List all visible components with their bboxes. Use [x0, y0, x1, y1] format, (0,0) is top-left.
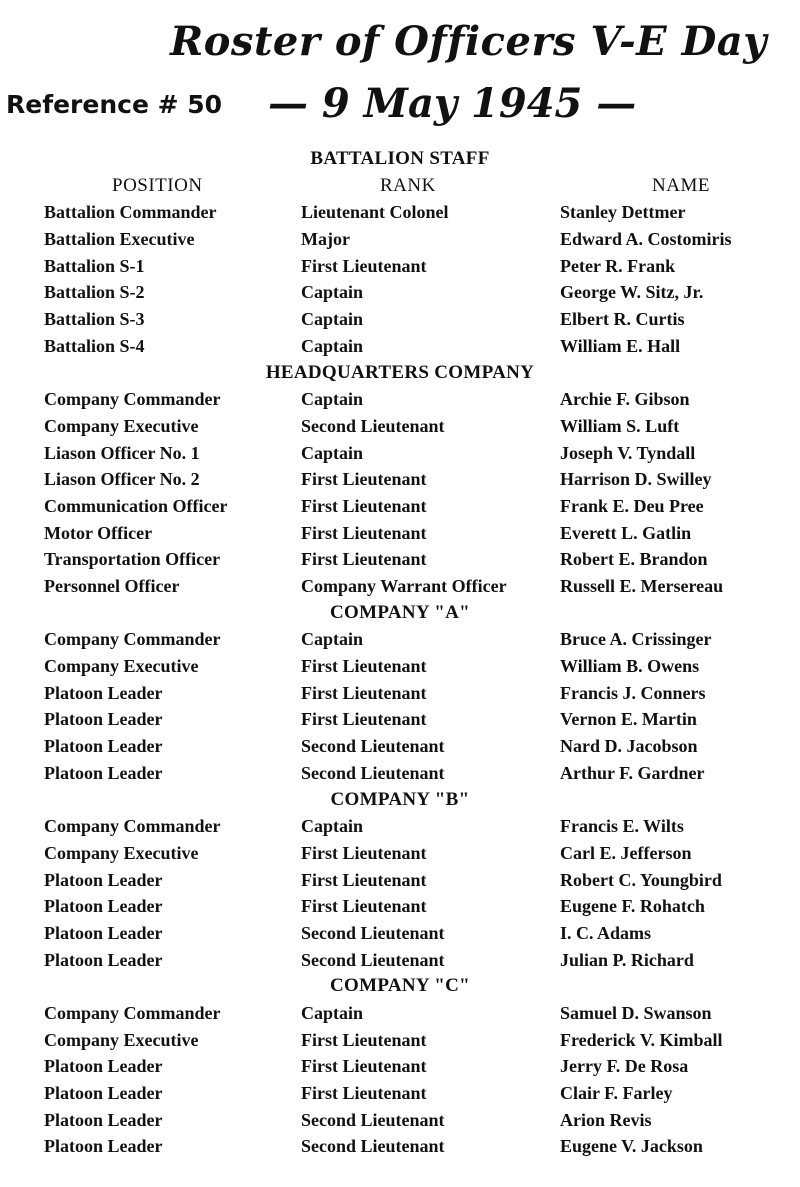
position-cell: Platoon Leader — [44, 1136, 163, 1157]
name-cell: Frederick V. Kimball — [560, 1029, 723, 1050]
roster-row — [0, 867, 800, 894]
rank-cell: Second Lieutenant — [301, 415, 445, 436]
name-cell: Robert E. Brandon — [560, 549, 708, 570]
rank-cell: Lieutenant Colonel — [301, 202, 449, 223]
position-cell: Company Commander — [44, 389, 221, 410]
roster-row — [0, 413, 800, 440]
name-cell: Carl E. Jefferson — [560, 842, 692, 863]
rank-cell: Second Lieutenant — [301, 1109, 445, 1130]
position-cell: Platoon Leader — [44, 869, 163, 890]
name-cell: Bruce A. Crissinger — [560, 629, 712, 650]
rank-cell: Second Lieutenant — [301, 949, 445, 970]
roster-row — [0, 306, 800, 333]
roster-row — [0, 279, 800, 306]
position-cell: Company Executive — [44, 656, 199, 677]
rank-cell: Captain — [301, 389, 364, 410]
roster-row — [0, 626, 800, 653]
position-cell: Motor Officer — [44, 522, 153, 543]
rank-cell: First Lieutenant — [301, 495, 427, 516]
reference-number: Reference # 50 — [6, 90, 223, 119]
rank-cell: First Lieutenant — [301, 842, 427, 863]
position-cell: Company Executive — [44, 415, 199, 436]
name-cell: George W. Sitz, Jr. — [560, 282, 704, 303]
position-cell: Company Executive — [44, 842, 199, 863]
name-cell: Arion Revis — [560, 1109, 652, 1130]
roster-row — [0, 466, 800, 493]
roster-table — [0, 146, 800, 1160]
rank-cell: First Lieutenant — [301, 656, 427, 677]
name-cell: Eugene V. Jackson — [560, 1136, 703, 1157]
roster-row — [0, 1107, 800, 1134]
rank-cell: First Lieutenant — [301, 1056, 427, 1077]
rank-cell: First Lieutenant — [301, 522, 427, 543]
name-cell: William S. Luft — [560, 415, 680, 436]
position-cell: Company Executive — [44, 1029, 199, 1050]
rank-cell: First Lieutenant — [301, 255, 427, 276]
roster-row — [0, 706, 800, 733]
name-cell: Julian P. Richard — [560, 949, 694, 970]
position-cell: Platoon Leader — [44, 949, 163, 970]
position-cell: Platoon Leader — [44, 682, 163, 703]
rank-cell: Second Lieutenant — [301, 922, 445, 943]
position-cell: Battalion S-1 — [44, 255, 145, 276]
rank-cell: Company Warrant Officer — [301, 576, 507, 596]
position-cell: Battalion S-4 — [44, 335, 145, 356]
name-cell: Everett L. Gatlin — [560, 522, 692, 543]
roster-row — [0, 1080, 800, 1107]
name-cell: Francis J. Conners — [560, 682, 706, 703]
position-cell: Communication Officer — [44, 495, 228, 516]
rank-cell: Captain — [301, 282, 364, 303]
name-cell: Russell E. Mersereau — [560, 576, 724, 596]
roster-row — [0, 520, 800, 547]
name-cell: Joseph V. Tyndall — [560, 442, 696, 463]
name-cell: Nard D. Jacobson — [560, 736, 698, 757]
name-cell: Samuel D. Swanson — [560, 1003, 712, 1023]
position-cell: Battalion S-2 — [44, 282, 145, 303]
roster-row — [0, 440, 800, 467]
rank-cell: First Lieutenant — [301, 469, 427, 490]
rank-cell: First Lieutenant — [301, 869, 427, 890]
section-title: BATTALION STAFF — [310, 148, 490, 169]
position-cell: Liason Officer No. 2 — [44, 469, 200, 490]
roster-row — [0, 493, 800, 520]
roster-row — [0, 733, 800, 760]
column-header-position: POSITION — [112, 174, 203, 196]
rank-cell: Captain — [301, 309, 364, 330]
roster-row — [0, 680, 800, 707]
position-cell: Battalion S-3 — [44, 309, 145, 330]
name-cell: Jerry F. De Rosa — [560, 1056, 689, 1077]
name-cell: William B. Owens — [560, 656, 700, 677]
roster-row — [0, 893, 800, 920]
name-cell: Harrison D. Swilley — [560, 469, 712, 490]
roster-row — [0, 653, 800, 680]
name-cell: Francis E. Wilts — [560, 816, 684, 837]
section-title: HEADQUARTERS COMPANY — [265, 361, 535, 383]
position-cell: Platoon Leader — [44, 736, 163, 757]
name-cell: William E. Hall — [560, 335, 681, 356]
name-cell: Arthur F. Gardner — [560, 762, 705, 783]
position-cell: Platoon Leader — [44, 922, 163, 943]
rank-cell: First Lieutenant — [301, 896, 427, 917]
rank-cell: Second Lieutenant — [301, 736, 445, 757]
name-cell: Robert C. Youngbird — [560, 869, 722, 890]
roster-row — [0, 333, 800, 360]
section-title: COMPANY "A" — [330, 601, 470, 623]
roster-row — [0, 253, 800, 280]
position-cell: Personnel Officer — [44, 576, 180, 596]
roster-row — [0, 840, 800, 867]
position-cell: Platoon Leader — [44, 1056, 163, 1077]
section-title: COMPANY "B" — [330, 788, 470, 810]
position-cell: Company Commander — [44, 816, 221, 837]
position-cell: Company Commander — [44, 629, 221, 650]
name-cell: Clair F. Farley — [560, 1083, 673, 1104]
roster-row — [0, 199, 800, 226]
name-cell: Archie F. Gibson — [560, 389, 690, 410]
name-cell: Peter R. Frank — [560, 255, 676, 276]
column-header-rank: RANK — [380, 174, 436, 196]
roster-row — [0, 226, 800, 253]
position-cell: Battalion Executive — [44, 229, 195, 250]
name-cell: Frank E. Deu Pree — [560, 495, 704, 516]
name-cell: Eugene F. Rohatch — [560, 896, 705, 917]
roster-row — [0, 1027, 800, 1054]
position-cell: Platoon Leader — [44, 709, 163, 730]
roster-row — [0, 1133, 800, 1160]
rank-cell: Captain — [301, 816, 364, 837]
position-cell: Battalion Commander — [44, 202, 217, 223]
roster-row — [0, 813, 800, 840]
column-headers — [0, 173, 800, 200]
name-cell: Edward A. Costomiris — [560, 229, 732, 250]
roster-row — [0, 386, 800, 413]
position-cell: Company Commander — [44, 1003, 221, 1023]
rank-cell: First Lieutenant — [301, 709, 427, 730]
rank-cell: First Lieutenant — [301, 549, 427, 570]
name-cell: Elbert R. Curtis — [560, 309, 685, 330]
rank-cell: First Lieutenant — [301, 1029, 427, 1050]
position-cell: Platoon Leader — [44, 762, 163, 783]
column-header-name: NAME — [652, 174, 710, 196]
position-cell: Transportation Officer — [44, 549, 221, 570]
rank-cell: Captain — [301, 629, 364, 650]
rank-cell: Captain — [301, 335, 364, 356]
page-title: Roster of Officers V-E Day — [170, 18, 767, 65]
section-title: COMPANY "C" — [330, 975, 470, 997]
roster-row — [0, 1053, 800, 1080]
rank-cell: Captain — [301, 442, 364, 463]
position-cell: Platoon Leader — [44, 1109, 163, 1130]
roster-row — [0, 920, 800, 947]
name-cell: Stanley Dettmer — [560, 202, 686, 223]
roster-date: — 9 May 1945 — — [268, 80, 637, 127]
rank-cell: First Lieutenant — [301, 1083, 427, 1104]
name-cell: I. C. Adams — [560, 922, 652, 943]
roster-row — [0, 1000, 800, 1027]
rank-cell: First Lieutenant — [301, 682, 427, 703]
rank-cell: Second Lieutenant — [301, 762, 445, 783]
position-cell: Liason Officer No. 1 — [44, 442, 200, 463]
position-cell: Platoon Leader — [44, 896, 163, 917]
rank-cell: Major — [301, 229, 350, 250]
roster-row — [0, 573, 800, 600]
roster-row — [0, 947, 800, 974]
roster-row — [0, 546, 800, 573]
roster-row — [0, 760, 800, 787]
position-cell: Platoon Leader — [44, 1083, 163, 1104]
name-cell: Vernon E. Martin — [560, 709, 697, 730]
rank-cell: Captain — [301, 1003, 364, 1023]
rank-cell: Second Lieutenant — [301, 1136, 445, 1157]
